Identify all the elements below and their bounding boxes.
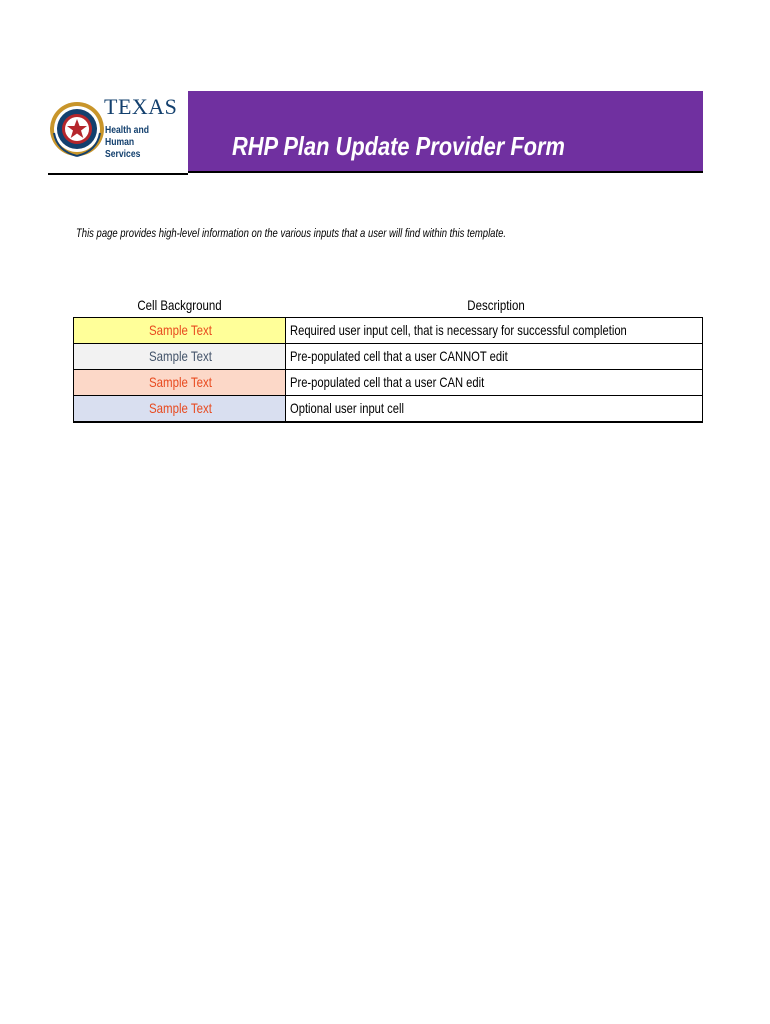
intro-text: This page provides high-level information on the various inputs that a user will find within this template. (76, 226, 506, 240)
description-text: Required user input cell, that is necessary for successful completion (290, 322, 627, 338)
description-text: Pre-populated cell that a user CANNOT edit (290, 348, 508, 364)
sample-text: Sample Text (149, 348, 212, 364)
title-band (188, 91, 703, 173)
logo-subtitle-line1: Health and Human (105, 125, 149, 148)
hhs-logo (48, 89, 188, 175)
logo-subtitle (105, 125, 177, 161)
sample-cell-locked (73, 344, 286, 369)
sample-text: Sample Text (149, 400, 212, 416)
header (48, 89, 703, 173)
page-title: RHP Plan Update Provider Form (232, 131, 565, 161)
table-row (73, 317, 703, 343)
description-cell (286, 318, 703, 343)
logo-wordmark: TEXAS (104, 94, 178, 119)
description-cell (286, 396, 703, 421)
column-header-cell-background: Cell Background (137, 297, 222, 313)
sample-cell-required (73, 318, 286, 343)
legend-rows (73, 317, 703, 423)
table-row (73, 395, 703, 423)
column-header-description: Description (467, 297, 525, 313)
sample-text: Sample Text (149, 322, 212, 338)
sample-text: Sample Text (149, 374, 212, 390)
sample-cell-editable (73, 370, 286, 395)
table-row (73, 369, 703, 395)
description-cell (286, 344, 703, 369)
description-text: Optional user input cell (290, 400, 404, 416)
texas-seal-icon (48, 93, 106, 165)
logo-subtitle-line2: Services (105, 149, 141, 160)
table-row (73, 343, 703, 369)
description-text: Pre-populated cell that a user CAN edit (290, 374, 485, 390)
sample-cell-optional (73, 396, 286, 421)
description-cell (286, 370, 703, 395)
